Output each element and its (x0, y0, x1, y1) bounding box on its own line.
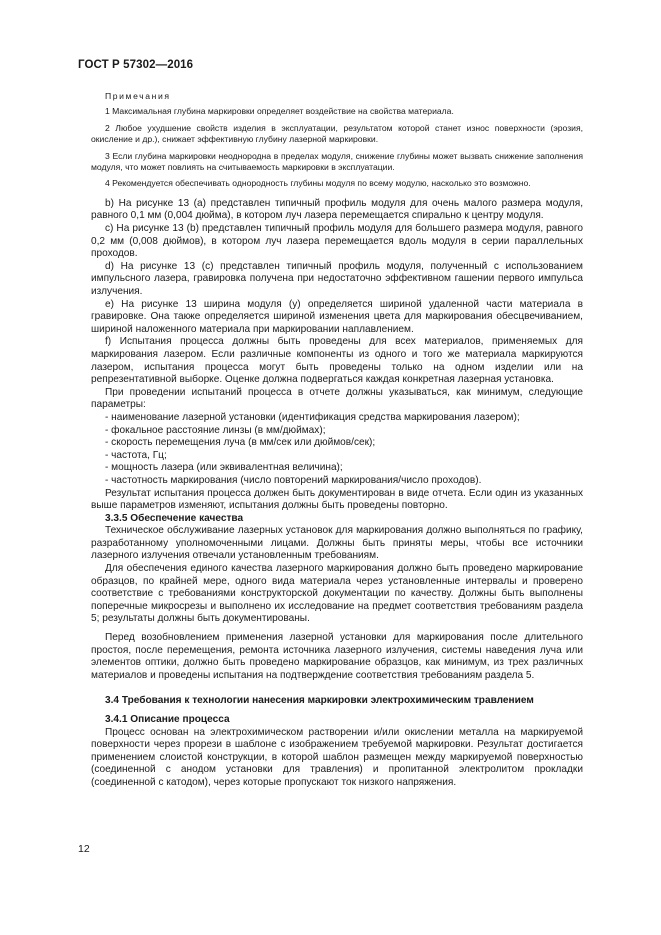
section-heading-3-3-5: 3.3.5 Обеспечение качества (105, 512, 244, 524)
paragraph-params: При проведении испытаний процесса в отчете должны указываться, как минимум, следующие параметры: (91, 386, 583, 411)
note-item: 4 Рекомендуется обеспечивать однородность глубины модуля по всему модулю, насколько это возможно. (105, 178, 531, 189)
paragraph-quality-1: Техническое обслуживание лазерных установок для маркирования должно выполняться по графику, разработанному уполномоченными лицами. Должны быть приняты меры, чтобы все источники лазерного излучения отвечали установленным требованиям. (91, 525, 583, 562)
paragraph-c: c) На рисунке 13 (b) представлен типичный профиль модуля для большего размера модуля, равного 0,2 мм (0,008 дюймов), в котором луч лазера перемещается вдоль модуля в серии параллельных проходов. (91, 223, 583, 260)
paragraph-process: Процесс основан на электрохимическом растворении и/или окислении металла на маркируемой поверхности через прорези в шаблоне с изображением требуемой маркировки. Результат достигается применением слоистой конструкции, в которой шаблон размещен между маркируемой поверхностью (соединенной с анодом установки для травления) и пропитанной электролитом прокладки (соединенной с катодом), через которые пропускают ток низкого напряжения. (91, 726, 583, 788)
note-item: 3 Если глубина маркировки неоднородна в пределах модуля, снижение глубины может вызвать снижение заполнения модуля, что может повлиять на считываемость маркировки в эксплуатации. (91, 150, 583, 173)
body-text (91, 198, 583, 790)
note-item: 2 Любое ухудшение свойств изделия в эксплуатации, результатом которой станет износ поверхности (эрозия, окисление и др.), снижает эффективную глубину лазерной маркировки. (91, 122, 583, 145)
page-content (91, 91, 583, 790)
list-item: - наименование лазерной установки (идентификация средства маркирования лазером); (105, 411, 520, 423)
paragraph-d: d) На рисунке 13 (c) представлен типичный профиль модуля, полученный с использованием импульсного лазера, гравировка получена при недостаточно эффективном гашении первого импульса излучения. (91, 260, 583, 297)
paragraph-quality-3: Перед возобновлением применения лазерной установки для маркирования после длительного простоя, после перемещения, ремонта источника лазерного излучения, системы наведения луча или элементов оптики, должно быть проведено маркирование образцов, как минимум, из трех различных материалов и проведены испытания на подтверждение соответствия требованиям раздела 5. (91, 632, 583, 681)
page-number: 12 (78, 843, 90, 855)
notes-title: Примечания (105, 91, 171, 101)
list-item: - фокальное расстояние линзы (в мм/дюймах); (105, 424, 326, 436)
section-heading-3-4: 3.4 Требования к технологии нанесения маркировки электрохимическим травлением (105, 695, 534, 707)
notes-block (91, 91, 583, 190)
document-header: ГОСТ Р 57302—2016 (78, 59, 194, 71)
list-item: - частотность маркирования (число повторений маркирования/число проходов). (105, 474, 482, 486)
note-item: 1 Максимальная глубина маркировки определяет воздействие на свойства материала. (105, 106, 454, 117)
list-item: - скорость перемещения луча (в мм/сек или дюймов/сек); (105, 437, 376, 449)
section-heading-3-4-1: 3.4.1 Описание процесса (105, 714, 230, 725)
paragraph-e: e) На рисунке 13 ширина модуля (y) определяется шириной удаленной части материала в гравировке. Она также определяется шириной изменения цвета для маркирования обесцвечиванием, шириной наложенного материала при маркировании наплавлением. (91, 298, 583, 335)
list-item: - частота, Гц; (105, 449, 167, 461)
paragraph-f: f) Испытания процесса должны быть проведены для всех материалов, применяемых для маркирования лазером. Если различные компоненты из одного и того же материала маркируются лазером, испытания процесса могут быть проведены только на одном изделии или на репрезентативной выборке. Оценке должна подвергаться каждая конкретная лазерная установка. (91, 336, 583, 386)
paragraph-quality-2: Для обеспечения единого качества лазерного маркирования должно быть проведено маркирование образцов, по крайней мере, одного вида материала через установленные интервалы и проверено соответствие с требованиями конструкторской документации по качеству. Должны быть выполнены поперечные микросрезы и выполнено их исследование на предмет соответствия требованиям раздела 5; результаты должны быть документированы. (91, 563, 583, 625)
paragraph-b: b) На рисунке 13 (a) представлен типичный профиль модуля для очень малого размера модуля, равного 0,1 мм (0,004 дюйма), в котором луч лазера перемещается спирально к центру модуля. (91, 197, 583, 222)
paragraph-result: Результат испытания процесса должен быть документирован в виде отчета. Если один из указанных выше параметров изменяют, испытания должны быть проведены повторно. (91, 487, 583, 512)
list-item: - мощность лазера (или эквивалентная величина); (105, 462, 343, 474)
